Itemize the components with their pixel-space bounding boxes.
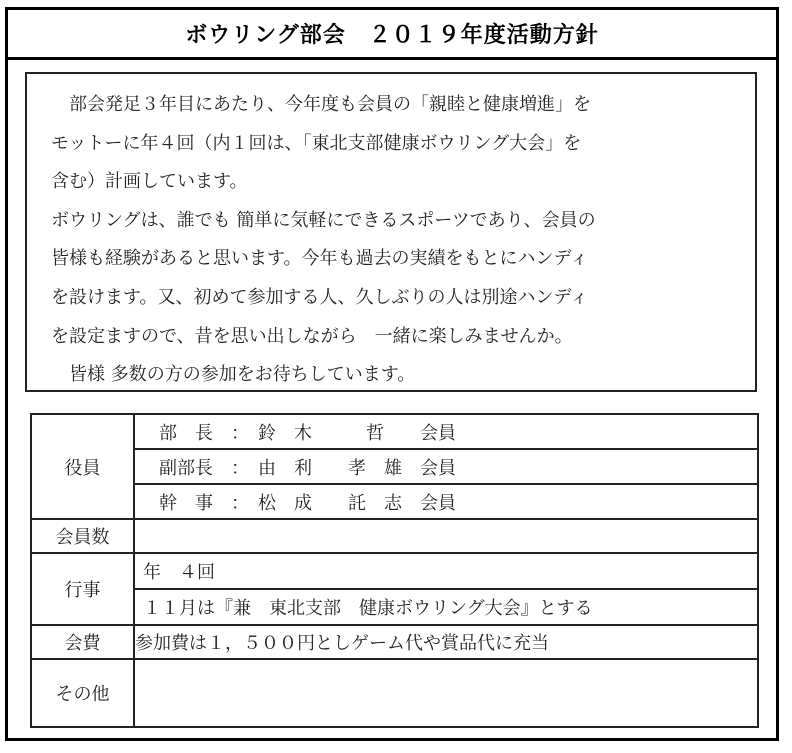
fee-value: 参加費は１，５００円としゲーム代や賞品代に充当	[134, 625, 758, 659]
intro-line: 皆様も経験があると思います。今年も過去の実績をもとにハンディ	[51, 248, 589, 270]
page-title: ボウリング部会 ２０１９年度活動方針	[185, 23, 599, 48]
table-row-other	[31, 659, 758, 727]
members-label: 会員数	[31, 519, 134, 553]
events-cell	[134, 553, 758, 625]
fee-label: 会費	[31, 625, 134, 659]
officer-row: 副部長 ： 由 利 孝 雄 会員	[135, 448, 757, 483]
other-value	[134, 659, 758, 727]
intro-line: モットーに年４回（内１回は、「東北支部健康ボウリング大会」を	[51, 132, 582, 154]
intro-line: 部会発足３年目にあたり、今年度も会員の「親睦と健康増進」を	[51, 94, 591, 115]
officer-row: 部 長 ： 鈴 木 哲 会員	[159, 422, 456, 444]
table-row-officers	[31, 414, 758, 519]
members-value	[134, 519, 758, 553]
officers-label: 役員	[31, 414, 134, 519]
intro-line: を設けます。又、初めて参加する人、久しぶりの人は別途ハンディ	[51, 286, 589, 308]
table-row-events	[31, 553, 758, 625]
table-row-fee	[31, 625, 758, 659]
intro-line: 含む）計画しています。	[51, 171, 248, 193]
event-row: 年 ４回	[143, 562, 215, 583]
intro-line: を設定ますので、昔を思い出しながら 一緒に楽しみませんか。	[51, 325, 573, 347]
intro-box	[25, 72, 757, 392]
officer-row: 幹 事 ： 松 成 託 志 会員	[135, 483, 757, 518]
table-row-members	[31, 519, 758, 553]
event-row: １１月は『兼 東北支部 健康ボウリング大会』とする	[135, 588, 757, 624]
events-label: 行事	[31, 553, 134, 625]
title-bar	[8, 10, 776, 60]
officers-cell	[134, 414, 758, 519]
other-label: その他	[31, 659, 134, 727]
intro-line: 皆様 多数の方の参加をお待ちしています。	[51, 364, 416, 386]
info-table	[30, 413, 759, 728]
intro-line: ボウリングは、誰でも 簡単に気軽にできるスポーツであり、会員の	[51, 209, 596, 231]
